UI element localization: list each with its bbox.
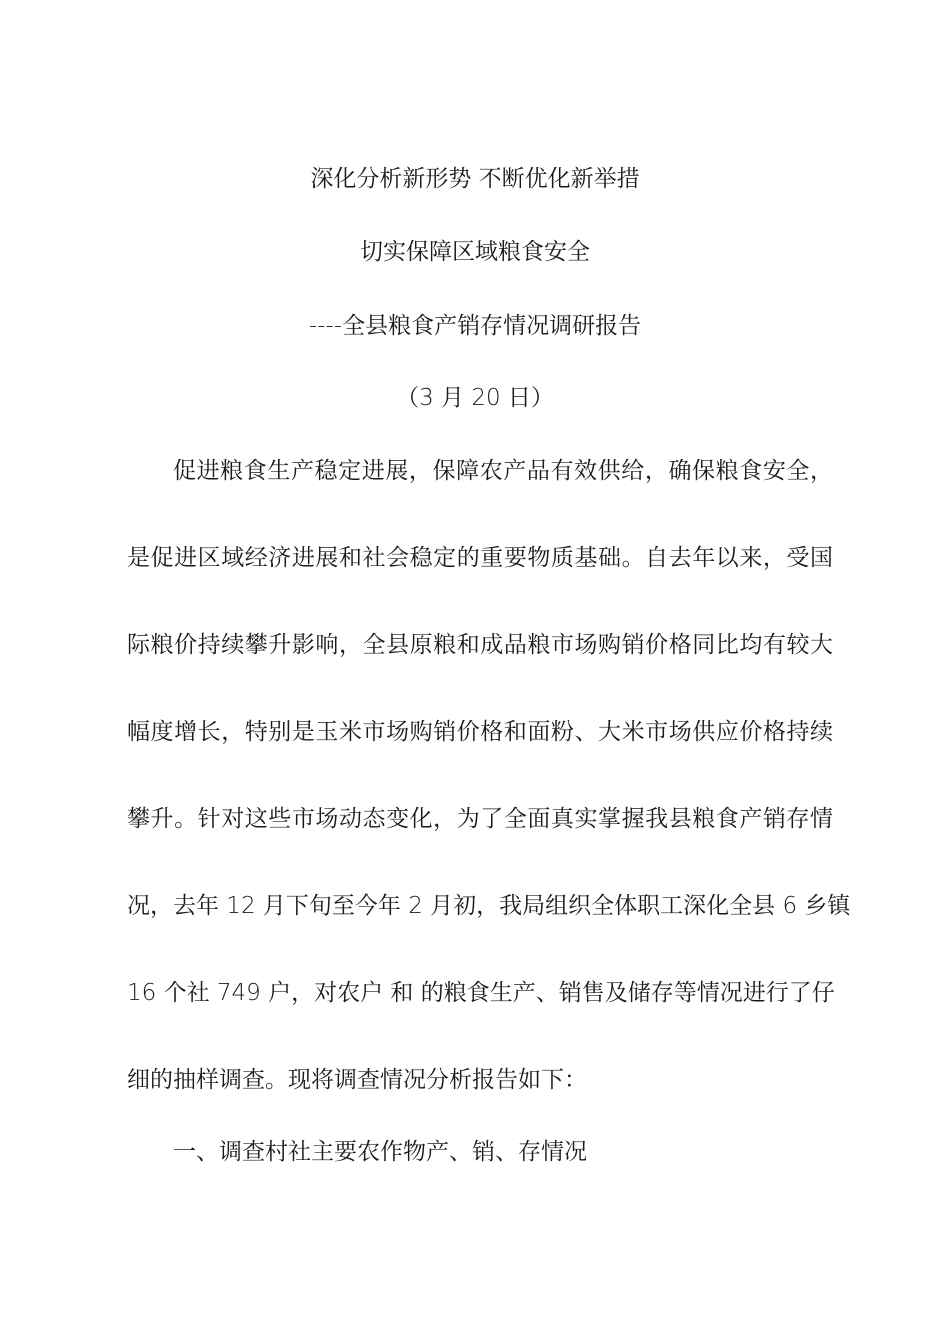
report-subtitle: ----全县粮食产销存情况调研报告 — [308, 313, 642, 339]
report-date: （3 月 20 日） — [396, 385, 554, 411]
paragraph-line: 是促进区域经济进展和社会稳定的重要物质基础。自去年以来，受国 — [127, 545, 833, 571]
paragraph-line: 况，去年 12 月下旬至今年 2 月初，我局组织全体职工深化全县 6 乡镇 — [127, 893, 851, 919]
paragraph-line: 攀升。针对这些市场动态变化，为了全面真实掌握我县粮食产销存情 — [127, 806, 833, 832]
section-heading: 一、调查村社主要农作物产、销、存情况 — [173, 1139, 587, 1165]
title-line-2: 切实保障区域粮食安全 — [360, 239, 590, 265]
paragraph-line: 细的抽样调查。现将调查情况分析报告如下： — [127, 1067, 587, 1093]
paragraph-line: 促进粮食生产稳定进展，保障农产品有效供给，确保粮食安全， — [173, 458, 833, 484]
paragraph-line: 幅度增长，特别是玉米市场购销价格和面粉、大米市场供应价格持续 — [127, 719, 833, 745]
paragraph-line: 16 个社 749 户，对农户 和 的粮食生产、销售及储存等情况进行了仔 — [127, 980, 835, 1006]
title-line-1: 深化分析新形势 不断优化新举措 — [310, 166, 640, 192]
paragraph-line: 际粮价持续攀升影响，全县原粮和成品粮市场购销价格同比均有较大 — [127, 632, 833, 658]
